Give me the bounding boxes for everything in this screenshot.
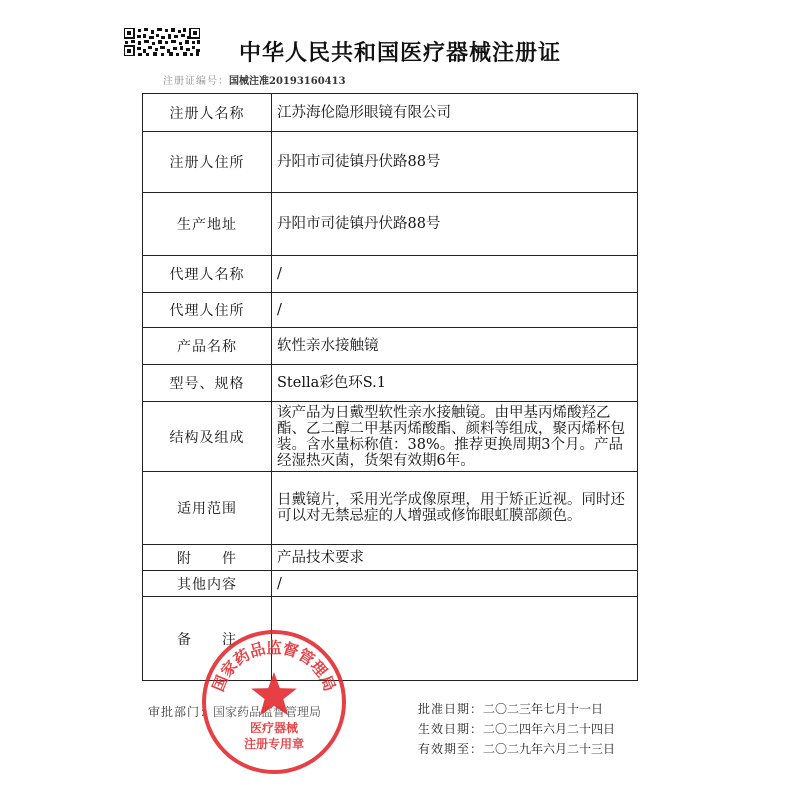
field-value: 丹阳市司徒镇丹伏路88号 (272, 193, 638, 256)
field-label: 备 注 (143, 597, 272, 681)
effective-date (418, 719, 615, 739)
seal-inner-text-line2: 注册专用章 (243, 737, 305, 751)
registration-number (163, 72, 346, 87)
official-seal (200, 628, 348, 776)
field-value: 该产品为日戴型软性亲水接触镜。由甲基丙烯酸羟乙酯、乙二醇二甲基丙烯酸酯、颜料等组成，聚丙烯杯包装。含水量标称值：38%。推荐更换周期3个月。产品经湿热灭菌，货架有效期6年。 (272, 402, 638, 472)
field-value: 软性亲水接触镜 (272, 328, 638, 365)
field-value: / (272, 293, 638, 328)
table-row (143, 132, 638, 193)
field-label: 注册人名称 (143, 94, 272, 132)
expiry-date-label: 有效期至： (418, 742, 484, 756)
table-row (143, 472, 638, 545)
field-label: 适用范围 (143, 472, 272, 545)
qr-code-icon (124, 28, 200, 56)
table-row (143, 193, 638, 256)
field-label: 代理人住所 (143, 293, 272, 328)
effective-date-label: 生效日期： (418, 722, 484, 736)
field-label: 注册人住所 (143, 132, 272, 193)
field-value: 丹阳市司徒镇丹伏路88号 (272, 132, 638, 193)
table-row (143, 402, 638, 472)
field-label: 其他内容 (143, 571, 272, 597)
registration-number-value: 国械注准20193160413 (229, 76, 346, 87)
field-value: 产品技术要求 (272, 545, 638, 571)
approval-date (418, 699, 615, 719)
expiry-date-value: 二〇二九年六月二十三日 (483, 742, 616, 756)
field-value: / (272, 256, 638, 293)
field-label: 型号、规格 (143, 365, 272, 402)
field-value: 日戴镜片，采用光学成像原理，用于矫正近视。同时还可以对无禁忌症的人增强或修饰眼虹膜部颜色。 (272, 472, 638, 545)
registration-number-label: 注册证编号： (163, 76, 229, 87)
seal-outer-text: 国家药品监督管理局 (209, 638, 339, 694)
registration-table (142, 93, 638, 681)
approver-label: 审批部门： (148, 705, 214, 719)
document-title: 中华人民共和国医疗器械注册证 (238, 41, 561, 66)
approval-date-label: 批准日期： (418, 702, 484, 716)
field-label: 产品名称 (143, 328, 272, 365)
table-row (143, 545, 638, 571)
expiry-date (418, 739, 615, 759)
field-label: 附 件 (143, 545, 272, 571)
table-row (143, 256, 638, 293)
approver-value: 国家药品监督管理局 (213, 705, 322, 719)
field-value: Stella彩色环S.1 (272, 365, 638, 402)
table-row (143, 571, 638, 597)
field-value: 江苏海伦隐形眼镜有限公司 (272, 94, 638, 132)
table-row (143, 293, 638, 328)
table-row (143, 94, 638, 132)
field-value: / (272, 571, 638, 597)
table-row (143, 365, 638, 402)
field-label: 结构及组成 (143, 402, 272, 472)
effective-date-value: 二〇二四年六月二十四日 (483, 722, 616, 736)
field-label: 代理人名称 (143, 256, 272, 293)
approval-date-value: 二〇二三年七月十一日 (483, 702, 604, 716)
table-row (143, 328, 638, 365)
seal-inner-text-line1: 医疗器械 (249, 721, 299, 735)
star-icon (251, 672, 297, 715)
field-label: 生产地址 (143, 193, 272, 256)
date-block (418, 699, 615, 759)
